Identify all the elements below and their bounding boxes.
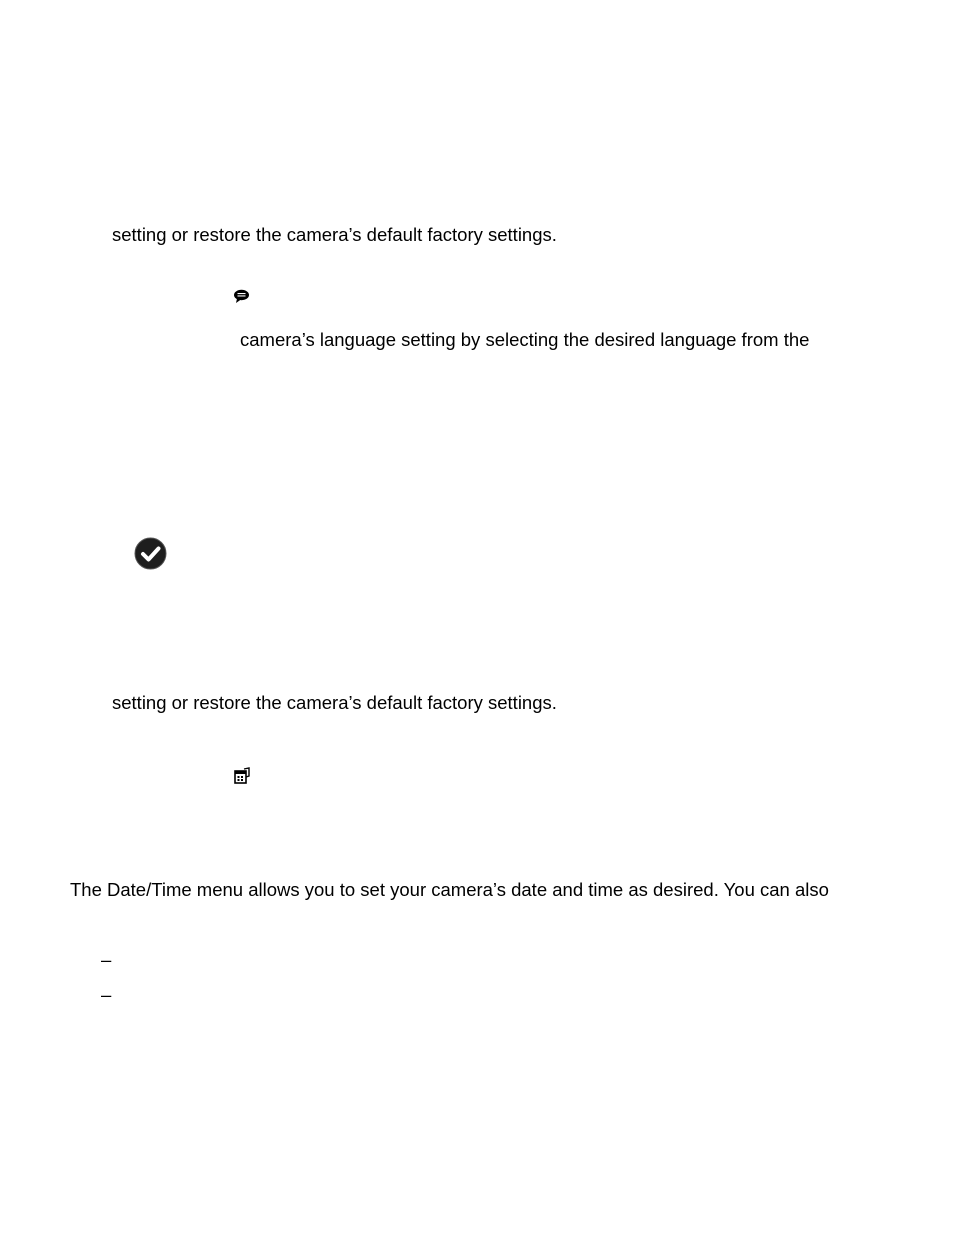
section2-text: setting or restore the camera’s default factory settings. xyxy=(112,692,557,713)
section1-text: setting or restore the camera’s default factory settings. xyxy=(112,224,557,245)
speech-bubble-icon xyxy=(233,289,250,304)
checkmark-circle-icon xyxy=(134,537,167,570)
bullet-dash: – xyxy=(101,949,112,970)
calendar-clock-icon xyxy=(233,767,251,785)
datetime-intro: The Date/Time menu allows you to set your camera’s date and time as desired. You can also xyxy=(70,879,829,900)
bullet-dash: – xyxy=(101,984,112,1005)
language-text: camera’s language setting by selecting the desired language from the xyxy=(240,329,810,350)
